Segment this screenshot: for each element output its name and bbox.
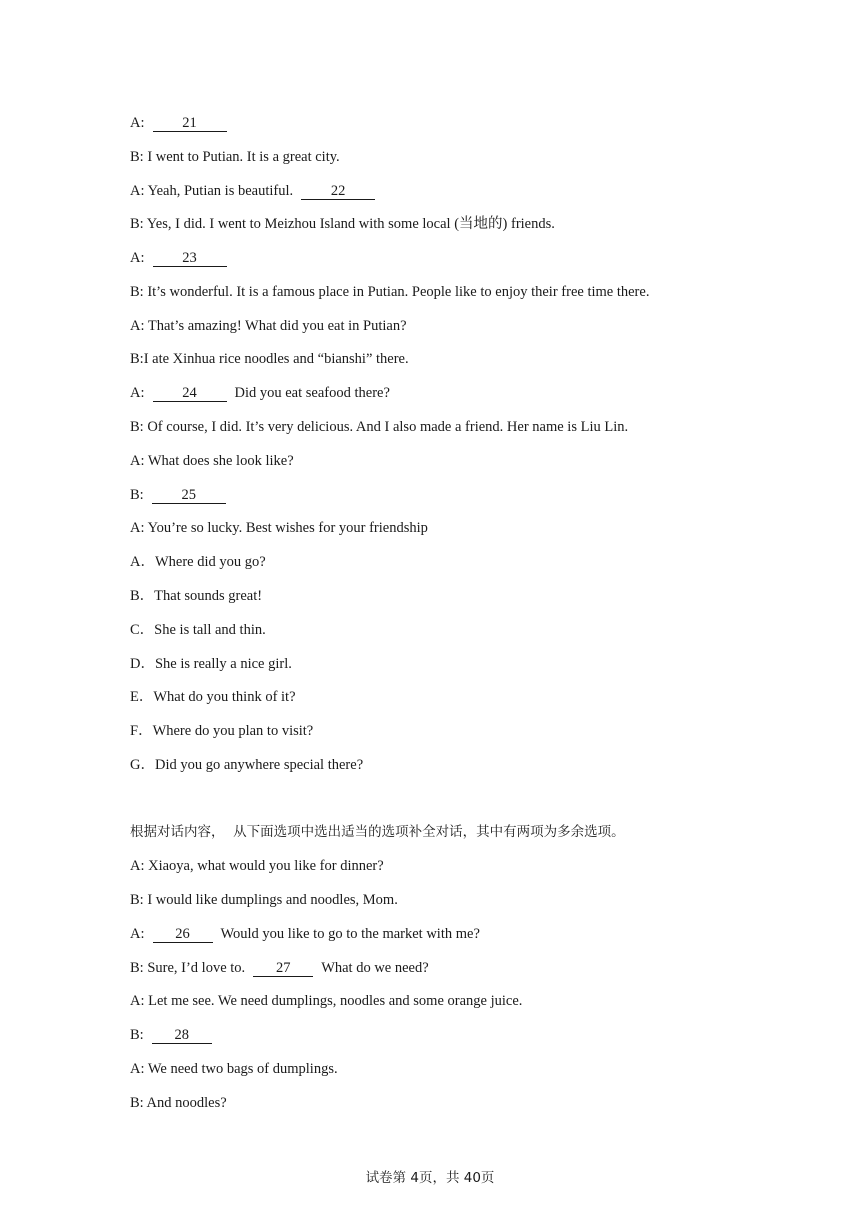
answer-blank-24: 24 — [153, 386, 227, 402]
answer-blank-25: 25 — [152, 488, 226, 504]
dialogue-line-4 — [130, 215, 555, 233]
speaker-prefix: A: — [130, 250, 145, 266]
dialogue-line-s2-8: B: And noodles? — [130, 1095, 227, 1111]
dialogue-line-13: A: You’re so lucky. Best wishes for your friendship — [130, 520, 428, 536]
speaker-prefix: A: — [130, 926, 145, 942]
dialogue-line-s2-3 — [130, 925, 480, 943]
dialogue-line-11: A: What does she look like? — [130, 453, 294, 469]
dialogue-line-8: B:I ate Xinhua rice noodles and “bianshi” there. — [130, 351, 409, 367]
page-footer: 试卷第 4页，共 40页 — [365, 1170, 495, 1186]
answer-blank-21: 21 — [153, 116, 227, 132]
dialogue-line-s2-5: A: Let me see. We need dumplings, noodles and some orange juice. — [130, 993, 523, 1009]
answer-blank-28: 28 — [152, 1028, 212, 1044]
dialogue-line-s2-7: A: We need two bags of dumplings. — [130, 1061, 338, 1077]
section-instruction: 根据对话内容， 从下面选项中选出适当的选项补全对话，其中有两项为多余选项。 — [130, 824, 625, 840]
line-text: B: Yes, I did. I went to Meizhou Island with some local (当地的) friends. — [130, 216, 555, 232]
option-c: C．She is tall and thin. — [130, 622, 266, 638]
line-text: B: Sure, I’d love to. — [130, 960, 246, 976]
speaker-prefix: A: — [130, 385, 145, 401]
dialogue-line-7: A: That’s amazing! What did you eat in Putian? — [130, 318, 407, 334]
dialogue-line-2: B: I went to Putian. It is a great city. — [130, 149, 340, 165]
dialogue-line-3 — [130, 182, 375, 200]
option-a: A．Where did you go? — [130, 554, 266, 570]
dialogue-line-6: B: It’s wonderful. It is a famous place in Putian. People like to enjoy their free time there. — [130, 284, 650, 300]
answer-blank-23: 23 — [153, 251, 227, 267]
answer-blank-27: 27 — [253, 961, 313, 977]
dialogue-line-s2-1: A: Xiaoya, what would you like for dinner? — [130, 858, 384, 874]
dialogue-line-s2-4 — [130, 959, 429, 977]
dialogue-line-5 — [130, 249, 227, 267]
answer-blank-22: 22 — [301, 184, 375, 200]
dialogue-line-s2-6 — [130, 1026, 212, 1044]
speaker-prefix: A: — [130, 115, 145, 131]
option-d: D．She is really a nice girl. — [130, 656, 292, 672]
line-text: Would you like to go to the market with me? — [220, 926, 480, 942]
dialogue-line-s2-2: B: I would like dumplings and noodles, Mom. — [130, 892, 398, 908]
speaker-prefix: B: — [130, 1027, 144, 1043]
dialogue-line-1 — [130, 114, 227, 132]
answer-blank-26: 26 — [153, 927, 213, 943]
dialogue-line-9 — [130, 384, 390, 402]
line-text: What do we need? — [321, 960, 429, 976]
option-g: G．Did you go anywhere special there? — [130, 757, 364, 773]
dialogue-line-10: B: Of course, I did. It’s very delicious. And I also made a friend. Her name is Liu Lin. — [130, 419, 629, 435]
option-f: F．Where do you plan to visit? — [130, 723, 314, 739]
speaker-prefix: B: — [130, 487, 144, 503]
dialogue-line-12 — [130, 486, 226, 504]
option-e: E．What do you think of it? — [130, 689, 296, 705]
line-text: Did you eat seafood there? — [234, 385, 390, 401]
option-b: B．That sounds great! — [130, 588, 263, 604]
line-text: A: Yeah, Putian is beautiful. — [130, 183, 294, 199]
